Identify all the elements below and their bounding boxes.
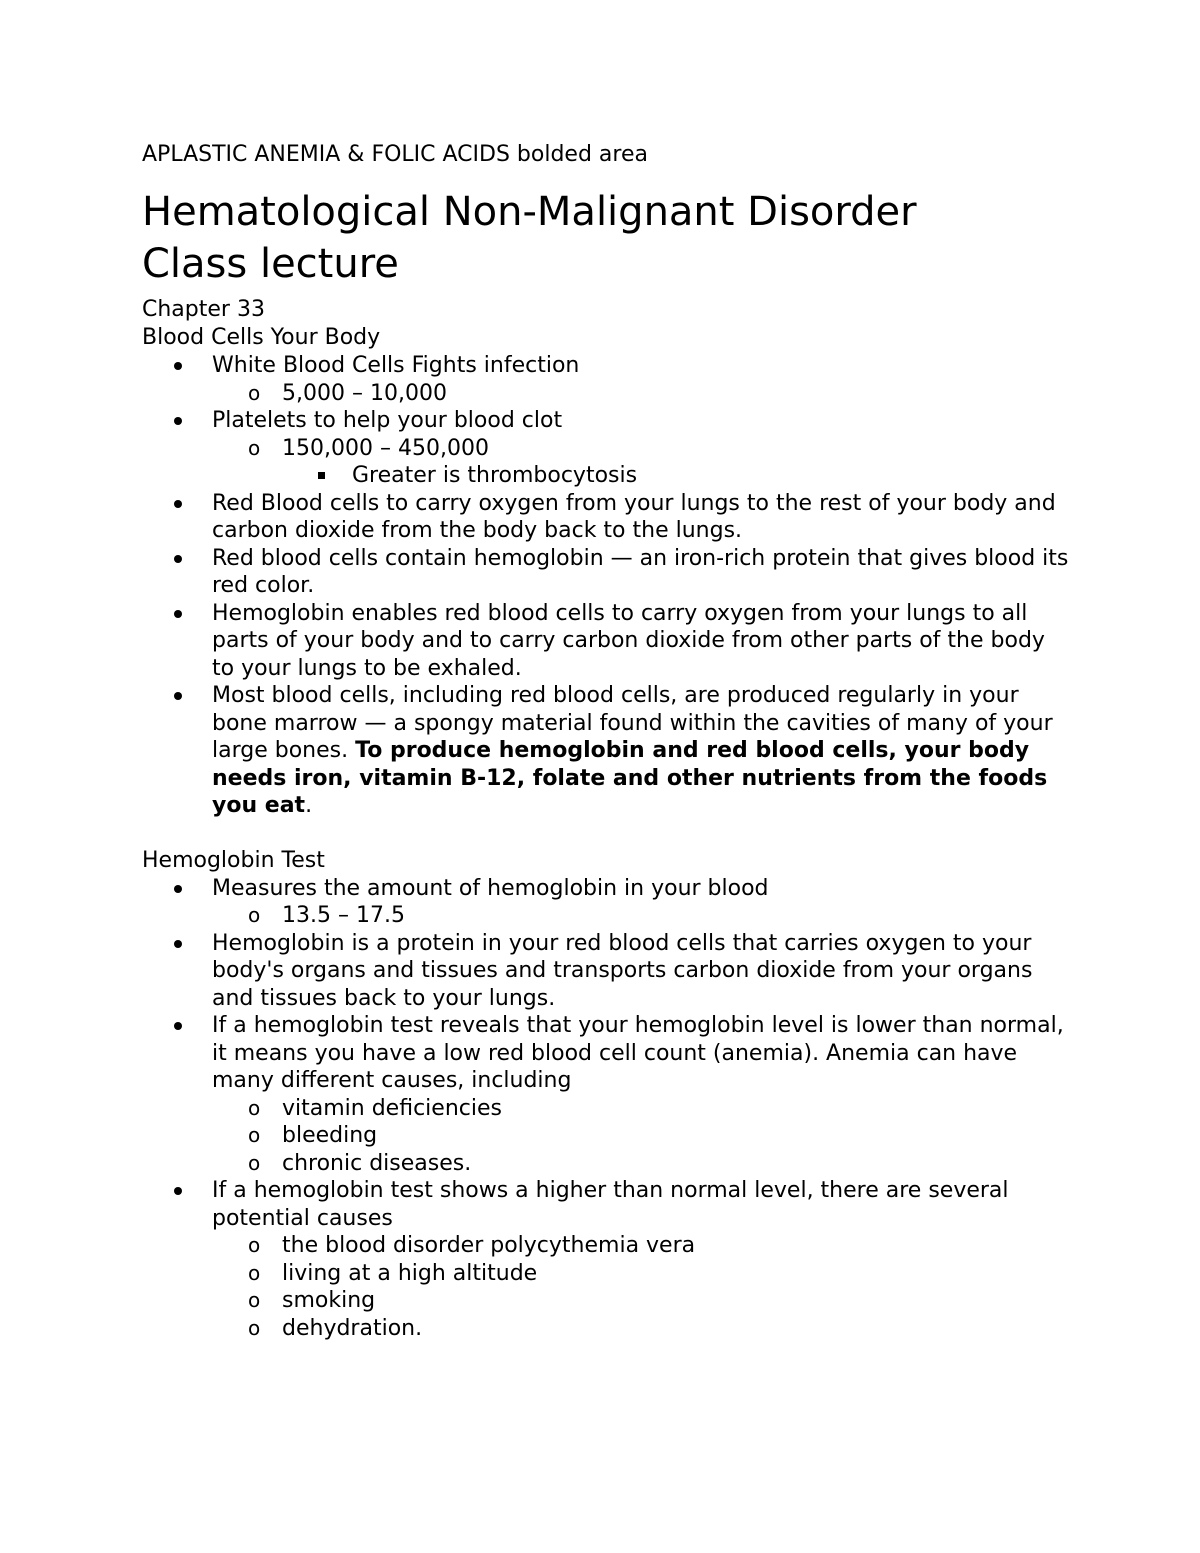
sub-list-item: o bleeding xyxy=(212,1122,1002,1150)
section-heading-blood-cells: Blood Cells Your Body xyxy=(142,325,381,350)
list-item: Red Blood cells to carry oxygen from your lungs to the rest of your body and carbon dioxide from the body back to the lungs. xyxy=(142,490,1072,545)
document-body xyxy=(142,140,1072,1342)
list-item xyxy=(142,407,1072,490)
paragraph-gap xyxy=(142,820,1072,847)
sub-list xyxy=(212,435,1072,490)
title-line-1: Hematological Non-Malignant Disorder xyxy=(142,189,917,235)
list-item-text: Measures the amount of hemoglobin in your blood xyxy=(212,875,769,901)
list-item-text: If a hemoglobin test shows a higher than normal level, there are several potential causes xyxy=(212,1178,1009,1231)
sub-list-item-text: 150,000 – 450,000 xyxy=(282,435,489,461)
list-item xyxy=(142,682,1072,820)
list-item: Hemoglobin is a protein in your red blood cells that carries oxygen to your body's organs and tissues and transports carbon dioxide from your organs and tissues back to your lungs. xyxy=(142,930,1072,1013)
sub-list-item: o living at a high altitude xyxy=(212,1260,1002,1288)
sub-list-item xyxy=(212,435,1002,490)
sub-list-item: o 5,000 – 10,000 xyxy=(212,380,1002,408)
section-heading-hemoglobin-test: Hemoglobin Test xyxy=(142,847,325,873)
marrow-bold-text: To produce hemoglobin and red blood cells, your body needs iron, vitamin B-12, folate and other nutrients from the foods you eat xyxy=(212,738,1048,818)
list-item xyxy=(142,1012,1072,1177)
marrow-text: Most blood cells, including red blood cells, are produced regularly in your bone marrow — a spongy material found within the cavities of many of your large bones. xyxy=(212,683,1053,763)
list-item xyxy=(142,1177,1072,1342)
list-item-text: If a hemoglobin test reveals that your hemoglobin level is lower than normal, it means you have a low red blood cell count (anemia). Anemia can have many different causes, including xyxy=(212,1013,1064,1093)
list-item-text: Platelets to help your blood clot xyxy=(212,408,563,433)
sub-list-item: o vitamin deficiencies xyxy=(212,1095,1002,1123)
blood-cells-list xyxy=(142,352,1072,820)
high-causes-list xyxy=(212,1232,1072,1342)
low-causes-list xyxy=(212,1095,1072,1178)
sub-list-item: o smoking xyxy=(212,1287,1002,1315)
sub-list-item: o dehydration. xyxy=(212,1315,1002,1343)
list-item xyxy=(142,875,1072,930)
list-item: Hemoglobin enables red blood cells to carry oxygen from your lungs to all parts of your body and to carry carbon dioxide from other parts of the body to your lungs to be exhaled. xyxy=(142,600,1072,683)
sub-sub-list-item: Greater is thrombocytosis xyxy=(282,462,1002,490)
sub-list-item: o chronic diseases. xyxy=(212,1150,1002,1178)
header-note: APLASTIC ANEMIA & FOLIC ACIDS bolded area xyxy=(142,142,648,167)
sub-list-item: o the blood disorder polycythemia vera xyxy=(212,1232,1002,1260)
sub-list xyxy=(212,902,1072,930)
sub-sub-list xyxy=(282,462,1002,490)
sub-list xyxy=(212,380,1072,408)
hemoglobin-test-list xyxy=(142,875,1072,1343)
list-item: Red blood cells contain hemoglobin — an iron-rich protein that gives blood its red color. xyxy=(142,545,1072,600)
page-title xyxy=(142,186,1072,290)
list-item-text: White Blood Cells Fights infection xyxy=(212,353,580,378)
sub-list-item: o 13.5 – 17.5 xyxy=(212,902,1002,930)
list-item xyxy=(142,352,1072,407)
marrow-end: . xyxy=(305,793,313,818)
chapter-label: Chapter 33 xyxy=(142,297,265,322)
title-line-2: Class lecture xyxy=(142,241,399,287)
